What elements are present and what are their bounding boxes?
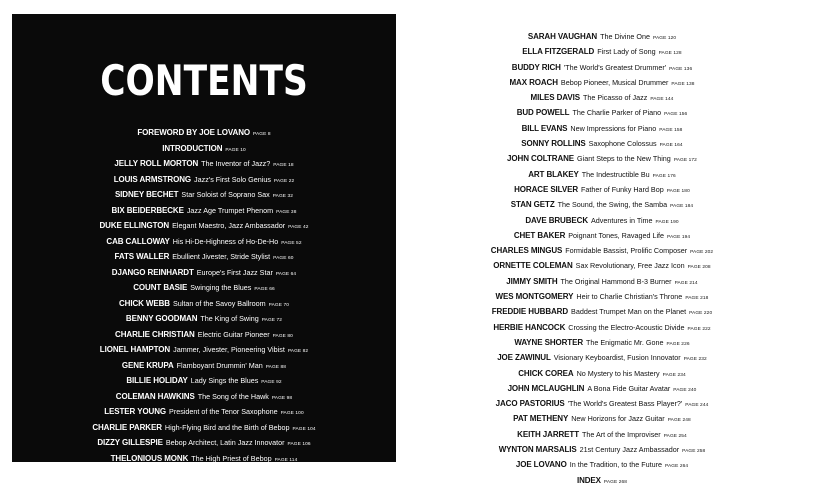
entry-name: FATS WALLER bbox=[114, 252, 170, 261]
entry-page-number: PAGE 234 bbox=[662, 372, 686, 378]
contents-entry bbox=[436, 442, 768, 457]
entry-description: Adventures in Time bbox=[591, 215, 653, 225]
entry-name: HORACE SILVER bbox=[514, 184, 579, 194]
entry-page-number: PAGE 82 bbox=[287, 349, 309, 354]
entry-name: ELLA FITZGERALD bbox=[522, 47, 595, 57]
entry-page-number: PAGE 232 bbox=[683, 357, 707, 363]
entry-name: MAX ROACH bbox=[509, 77, 558, 87]
contents-entry bbox=[12, 187, 396, 203]
entry-page-number: PAGE 38 bbox=[276, 209, 297, 215]
contents-entry bbox=[12, 373, 396, 389]
entry-name: THELONIOUS MONK bbox=[110, 453, 189, 463]
left-page bbox=[12, 14, 396, 478]
entry-page-number: PAGE 190 bbox=[655, 219, 679, 225]
entry-page-number: PAGE 64 bbox=[275, 271, 297, 277]
entry-description: In the Tradition, to the Future bbox=[569, 460, 663, 470]
contents-entry bbox=[436, 289, 768, 304]
entry-name: WES MONTGOMERY bbox=[495, 292, 574, 302]
entry-page-number: PAGE 22 bbox=[273, 178, 295, 184]
entry-page-number: PAGE 70 bbox=[268, 302, 290, 308]
entry-page-number: PAGE 18 bbox=[273, 163, 294, 168]
entry-description: The Inventor of Jazz? bbox=[201, 159, 271, 168]
entry-page-number: PAGE 66 bbox=[254, 287, 275, 292]
entry-description: High-Flying Bird and the Birth of Bebop bbox=[164, 422, 290, 432]
entry-page-number: PAGE 208 bbox=[687, 265, 711, 271]
entry-name: STAN GETZ bbox=[510, 200, 555, 210]
entry-name: JELLY ROLL MORTON bbox=[114, 159, 199, 168]
entry-description: The Indestructible Bu bbox=[581, 169, 650, 179]
contents-entry bbox=[12, 389, 396, 405]
entry-page-number: PAGE 88 bbox=[265, 364, 287, 370]
contents-entry bbox=[12, 218, 396, 234]
contents-entry bbox=[436, 258, 768, 273]
contents-entry bbox=[436, 473, 768, 488]
contents-entry bbox=[12, 420, 396, 436]
contents-entry bbox=[12, 451, 396, 467]
entry-description: Father of Funky Hard Bop bbox=[581, 184, 664, 194]
entry-description: His Hi-De-Highness of Ho-De-Ho bbox=[172, 236, 279, 246]
contents-entry bbox=[436, 29, 768, 44]
contents-entry bbox=[436, 304, 768, 319]
entry-description: Elegant Maestro, Jazz Ambassador bbox=[172, 221, 286, 230]
entry-name: FOREWORD BY JOE LOVANO bbox=[137, 128, 251, 137]
entry-page-number: PAGE 202 bbox=[690, 250, 714, 256]
entry-name: COUNT BASIE bbox=[133, 283, 188, 292]
entry-description: Virtuoso of the Highest Order bbox=[168, 469, 262, 478]
entry-page-number: PAGE 226 bbox=[666, 341, 690, 347]
entry-name: DIZZY GILLESPIE bbox=[97, 438, 163, 447]
entry-name: JIMMY SMITH bbox=[506, 276, 558, 286]
entry-description: Giant Steps to the New Thing bbox=[577, 154, 671, 164]
entry-page-number: PAGE 136 bbox=[669, 66, 693, 72]
contents-entry bbox=[12, 141, 396, 157]
contents-entry bbox=[436, 105, 768, 120]
entry-name: CHARLIE PARKER bbox=[92, 422, 162, 432]
contents-entry bbox=[436, 44, 768, 59]
contents-entry bbox=[12, 265, 396, 281]
contents-entry bbox=[12, 435, 396, 451]
entry-description: Saxophone Colossus bbox=[588, 139, 657, 149]
entry-description: The Picasso of Jazz bbox=[582, 93, 648, 103]
contents-entry bbox=[436, 121, 768, 136]
entry-page-number: PAGE 52 bbox=[281, 240, 302, 246]
entry-description: Bebop Architect, Latin Jazz Innovator bbox=[165, 438, 285, 447]
entry-name: CHARLIE CHRISTIAN bbox=[115, 329, 195, 339]
contents-entry bbox=[436, 274, 768, 289]
entry-name: DUKE ELLINGTON bbox=[99, 221, 170, 230]
entry-name: ART TATUM bbox=[120, 469, 166, 478]
entry-description: A Bona Fide Guitar Avatar bbox=[587, 383, 671, 393]
entry-page-number: PAGE 220 bbox=[689, 311, 713, 317]
entry-description: The Song of the Hawk bbox=[197, 391, 269, 401]
entry-page-number: PAGE 222 bbox=[687, 326, 711, 332]
entry-description: First Lady of Song bbox=[597, 47, 656, 57]
entry-name: JOE ZAWINUL bbox=[497, 353, 551, 363]
contents-entry bbox=[436, 335, 768, 350]
entry-name: CAB CALLOWAY bbox=[106, 236, 170, 246]
entry-page-number: PAGE 164 bbox=[659, 143, 683, 149]
entry-page-number: PAGE 80 bbox=[272, 333, 293, 339]
entry-description: Sultan of the Savoy Ballroom bbox=[172, 298, 266, 308]
entry-description: Star Soloist of Soprano Sax bbox=[181, 190, 270, 199]
entry-description: The Charlie Parker of Piano bbox=[572, 108, 662, 118]
contents-entry bbox=[436, 90, 768, 105]
contents-entry bbox=[436, 75, 768, 90]
contents-entry bbox=[12, 156, 396, 172]
contents-entry bbox=[12, 203, 396, 219]
entry-description: Jammer, Jivester, Pioneering Vibist bbox=[173, 345, 285, 354]
entry-name: SONNY ROLLINS bbox=[521, 139, 586, 149]
entry-name: ART BLAKEY bbox=[528, 169, 579, 179]
entry-description: 'The World's Greatest Drummer' bbox=[563, 62, 667, 72]
contents-entry bbox=[12, 280, 396, 296]
entry-page-number: PAGE 100 bbox=[280, 411, 304, 416]
entry-name: CHARLES MINGUS bbox=[490, 246, 563, 256]
entry-name: GENE KRUPA bbox=[121, 360, 174, 370]
entry-name: BILLIE HOLIDAY bbox=[126, 376, 188, 385]
entry-page-number: PAGE 106 bbox=[287, 442, 311, 447]
entry-description: Bebop Pioneer, Musical Drummer bbox=[560, 77, 669, 87]
contents-entry bbox=[436, 243, 768, 258]
entry-page-number: PAGE 244 bbox=[685, 403, 709, 409]
contents-entry bbox=[12, 327, 396, 343]
entry-description: Swinging the Blues bbox=[190, 283, 252, 292]
contents-entry bbox=[436, 320, 768, 335]
entry-page-number: PAGE 218 bbox=[685, 296, 709, 302]
entry-description: Heir to Charlie Christian's Throne bbox=[576, 292, 683, 302]
entry-name: BUD POWELL bbox=[516, 108, 570, 118]
contents-entry bbox=[436, 136, 768, 151]
entry-page-number: PAGE 254 bbox=[663, 433, 687, 439]
entry-name: PAT METHENY bbox=[513, 414, 569, 424]
entry-page-number: PAGE 114 bbox=[274, 457, 298, 463]
contents-entry bbox=[436, 228, 768, 243]
entry-description: Baddest Trumpet Man on the Planet bbox=[571, 307, 687, 317]
entry-name: FREDDIE HUBBARD bbox=[491, 307, 569, 317]
entry-page-number: PAGE 194 bbox=[667, 234, 691, 240]
entry-page-number: PAGE 104 bbox=[292, 426, 316, 432]
entry-description: New Horizons for Jazz Guitar bbox=[571, 414, 665, 424]
contents-entry bbox=[12, 342, 396, 358]
entry-page-number: PAGE 144 bbox=[650, 97, 674, 103]
entry-name: BIX BEIDERBECKE bbox=[111, 205, 184, 215]
entry-description: Visionary Keyboardist, Fusion Innovator bbox=[553, 353, 681, 363]
entry-page-number: PAGE 180 bbox=[666, 188, 690, 194]
entry-page-number: PAGE 268 bbox=[603, 479, 628, 485]
entry-description: Jazz Age Trumpet Phenom bbox=[186, 205, 274, 215]
contents-entry bbox=[12, 234, 396, 250]
entry-page-number: PAGE 240 bbox=[673, 387, 697, 393]
entry-page-number: PAGE 60 bbox=[273, 256, 294, 261]
entry-page-number: PAGE 98 bbox=[271, 395, 293, 401]
entry-page-number: PAGE 92 bbox=[261, 380, 282, 385]
entry-description: Ebullient Jivester, Stride Stylist bbox=[172, 252, 271, 261]
entry-description: The Sound, the Swing, the Samba bbox=[557, 200, 668, 210]
entry-name: JOE LOVANO bbox=[515, 460, 567, 470]
entry-name: LIONEL HAMPTON bbox=[99, 345, 171, 354]
contents-entry bbox=[436, 427, 768, 442]
entry-name: LESTER YOUNG bbox=[104, 407, 167, 416]
contents-entry bbox=[436, 350, 768, 365]
entry-description: No Mystery to his Mastery bbox=[576, 368, 660, 378]
entry-description: Europe's First Jazz Star bbox=[196, 267, 273, 277]
entry-page-number: PAGE 158 bbox=[659, 127, 683, 133]
contents-entry bbox=[436, 151, 768, 166]
entry-description: Poignant Tones, Ravaged Life bbox=[568, 230, 665, 240]
entry-page-number: PAGE 10 bbox=[225, 147, 246, 153]
entry-description: New Impressions for Piano bbox=[570, 123, 657, 133]
entry-page-number: PAGE 156 bbox=[664, 112, 688, 118]
entry-page-number: PAGE 264 bbox=[665, 464, 689, 470]
entry-description: The Divine One bbox=[600, 32, 651, 41]
entry-name: SIDNEY BECHET bbox=[114, 190, 179, 199]
contents-entry bbox=[12, 358, 396, 374]
entry-name: CHET BAKER bbox=[513, 230, 566, 240]
entry-name: BUDDY RICH bbox=[511, 62, 561, 72]
entry-name: WAYNE SHORTER bbox=[514, 337, 583, 347]
entry-name: CHICK COREA bbox=[518, 368, 574, 378]
entry-description: Formidable Bassist, Prolific Composer bbox=[565, 246, 688, 256]
entry-name: BENNY GOODMAN bbox=[125, 314, 198, 323]
entry-page-number: PAGE 8 bbox=[253, 132, 271, 137]
entry-page-number: PAGE 184 bbox=[670, 204, 694, 210]
entry-page-number: PAGE 72 bbox=[261, 318, 283, 323]
entry-name: JACO PASTORIUS bbox=[495, 399, 565, 409]
entry-description: The King of Swing bbox=[200, 314, 259, 323]
entry-name: INTRODUCTION bbox=[162, 143, 223, 153]
entry-name: COLEMAN HAWKINS bbox=[115, 391, 195, 401]
entry-name: INDEX bbox=[576, 475, 601, 485]
contents-entry bbox=[12, 125, 396, 141]
entry-description: Crossing the Electro-Acoustic Divide bbox=[568, 322, 685, 332]
entry-page-number: PAGE 172 bbox=[673, 158, 697, 164]
entry-description: 'The World's Greatest Bass Player?' bbox=[567, 399, 683, 409]
contents-entry bbox=[436, 60, 768, 75]
contents-entry bbox=[436, 396, 768, 411]
entry-description: The Art of the Improviser bbox=[582, 429, 661, 439]
entry-page-number: PAGE 120 bbox=[653, 36, 677, 41]
entry-name: LOUIS ARMSTRONG bbox=[113, 174, 192, 184]
entry-name: CHICK WEBB bbox=[118, 298, 170, 308]
contents-entry bbox=[12, 296, 396, 312]
entry-description: 21st Century Jazz Ambassador bbox=[579, 445, 680, 455]
contents-entry bbox=[436, 411, 768, 426]
entry-name: BILL EVANS bbox=[521, 123, 568, 133]
entry-name: WYNTON MARSALIS bbox=[498, 445, 577, 455]
entry-description: Lady Sings the Blues bbox=[190, 376, 259, 385]
entry-page-number: PAGE 138 bbox=[671, 81, 695, 87]
entry-name: MILES DAVIS bbox=[530, 93, 580, 103]
contents-entry bbox=[436, 182, 768, 197]
entry-description: Electric Guitar Pioneer bbox=[197, 329, 270, 339]
contents-entry bbox=[12, 404, 396, 420]
entry-page-number: PAGE 176 bbox=[652, 173, 676, 179]
entry-description: The Enigmatic Mr. Gone bbox=[586, 337, 664, 347]
contents-list-left bbox=[12, 125, 396, 482]
contents-entry bbox=[436, 167, 768, 182]
entry-name: JOHN MCLAUGHLIN bbox=[507, 383, 585, 393]
entry-page-number: PAGE 248 bbox=[667, 418, 691, 424]
entry-page-number: PAGE 258 bbox=[682, 449, 706, 455]
contents-entry bbox=[12, 311, 396, 327]
contents-entry bbox=[436, 366, 768, 381]
entry-page-number: PAGE 32 bbox=[272, 194, 294, 199]
contents-entry bbox=[436, 197, 768, 212]
entry-name: KEITH JARRETT bbox=[517, 429, 579, 439]
entry-description: Flamboyant Drummin' Man bbox=[176, 360, 263, 370]
entry-name: HERBIE HANCOCK bbox=[493, 322, 566, 332]
contents-entry bbox=[436, 381, 768, 396]
entry-page-number: PAGE 128 bbox=[658, 51, 682, 57]
entry-page-number: PAGE 118 bbox=[264, 473, 288, 478]
entry-name: ORNETTE COLEMAN bbox=[493, 261, 573, 271]
entry-description: The High Priest of Bebop bbox=[191, 453, 272, 463]
contents-entry bbox=[436, 457, 768, 472]
page-title: CONTENTS bbox=[100, 56, 308, 105]
entry-description: Jazz's First Solo Genius bbox=[194, 174, 271, 184]
contents-entry bbox=[12, 249, 396, 265]
contents-entry bbox=[12, 172, 396, 188]
entry-description: President of the Tenor Saxophone bbox=[169, 407, 278, 416]
contents-list-right bbox=[436, 29, 768, 488]
entry-description: The Original Hammond B-3 Burner bbox=[560, 276, 672, 286]
entry-page-number: PAGE 42 bbox=[288, 225, 309, 230]
entry-name: DAVE BRUBECK bbox=[525, 215, 588, 225]
contents-entry bbox=[436, 213, 768, 228]
entry-description: Sax Revolutionary, Free Jazz Icon bbox=[575, 261, 685, 271]
entry-name: SARAH VAUGHAN bbox=[527, 32, 598, 41]
entry-name: JOHN COLTRANE bbox=[507, 154, 575, 164]
entry-page-number: PAGE 214 bbox=[674, 280, 698, 286]
entry-name: DJANGO REINHARDT bbox=[111, 267, 194, 277]
